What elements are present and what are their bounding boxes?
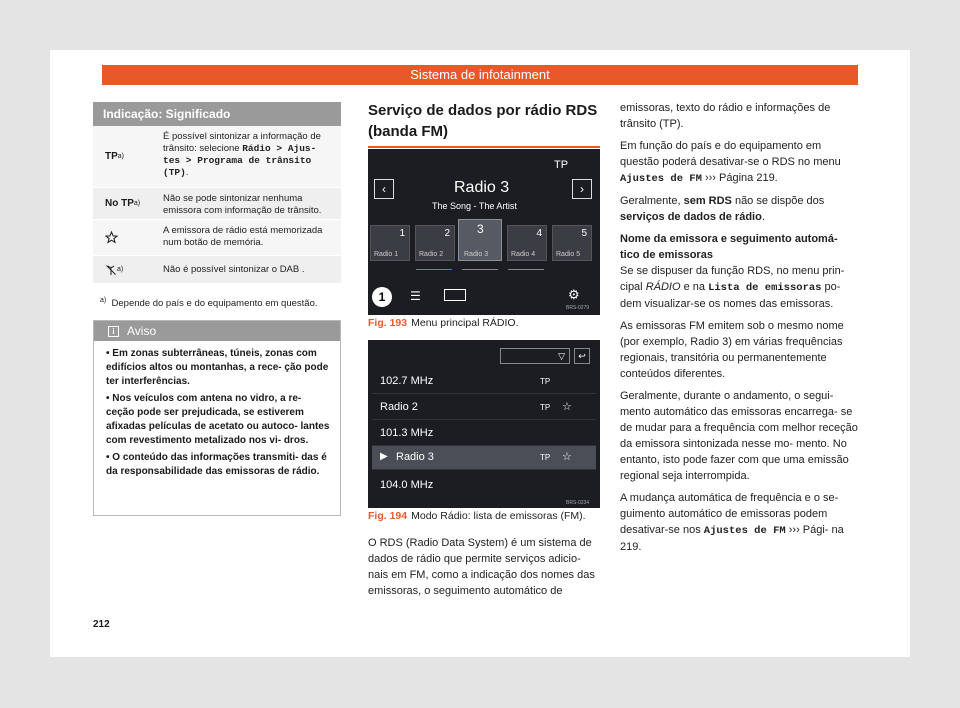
figure-code: BRS-0234 [566,500,590,506]
figure-caption: Fig. 193 Menu principal RÁDIO. [368,317,519,329]
preset-button[interactable]: 2 Radio 2 [415,225,455,261]
footnote: $^{a)}$ Depende do país e do equipamento em questão. [100,297,318,310]
filter-dropdown[interactable]: ▽ [500,348,570,364]
prev-arrow-button[interactable]: ‹ [374,179,394,199]
station-list-item[interactable]: 101.3 MHz [372,422,596,446]
preset-divider [416,269,452,270]
table-key [93,220,159,255]
table-header: Indicação: Significado [93,102,341,126]
table-value: Não é possível sintonizar o DAB . [163,264,305,275]
notice-header: i Aviso [94,321,340,341]
preset-button-active[interactable]: 3 Radio 3 [458,219,502,261]
station-list-item[interactable]: 104.0 MHz [380,479,434,491]
notice-body [94,341,340,488]
table-row [93,256,341,284]
station-list-item-selected[interactable]: ▶ Radio 3 TP ☆ [372,446,596,470]
tp-indicator: TP [554,159,569,171]
star-icon [105,231,118,244]
settings-icon[interactable]: ⚙ [568,287,580,302]
right-body-text: emissoras, texto do rádio e informações de trânsito (TP). Em função do país e do equipamento em questão poderá desativar-se o RDS no menu Ajustes de FM ››› Página 219. Geralmente, sem RDS não se dispõe dos serviços de dados de rádio. Nome da emissora e seguimento automá- tico de emissoras Se se dispuser da função RDS, no menu prin- cipal RÁDIO e na Lista de emissoras po- dem visualizar-se os nomes das emissoras. As emissoras FM emitem sob o mesmo nome (por exemplo, Radio 3) em várias frequências regionais, transitória ou permanentemente conteúdos diferentes. Geralmente, durante o andamento, o segui- mento automático das emissoras encarrega- se de mudar para a frequência com melhor receção da emissora sintonizada nesse mo- mento. No entanto, isto pode fazer com que uma emissão regional seja interrompida. A mudança automática de frequência e o se- guimento automático de emissoras podem desativar-se nos Ajustes de FM ››› Pági- na 219. [620,100,860,561]
preset-button[interactable]: 1 Radio 1 [370,225,410,261]
back-button[interactable]: ↩ [574,348,590,364]
play-icon: ▶ [380,451,388,462]
list-icon[interactable]: ☰ [410,289,421,303]
preset-divider [462,269,498,270]
table-key: No TP a) [105,198,141,209]
table-row [93,126,341,188]
table-body [93,126,341,284]
subheading: Nome da emissora e seguimento automá- tico de emissoras [620,233,838,261]
station-list-item[interactable]: 102.7 MHz TP [372,370,596,394]
no-signal-icon [105,264,117,276]
table-value: Não se pode sintonizar nenhuma emissora com informação de trânsito. [163,193,322,216]
song-info: The Song - The Artist [432,201,517,211]
notice-item: • O conteúdo das informações transmiti- das é da responsabilidade das emissoras de rádio. [106,452,327,477]
figure-code: BRS-0279 [566,305,590,311]
page-number: 212 [93,619,110,630]
manual-tune-icon[interactable] [444,289,466,301]
radio-main-screen [368,149,600,315]
notice-box [93,320,341,516]
station-list-item[interactable]: Radio 2 TP ☆ [372,396,596,420]
table-row [93,188,341,220]
figure-caption: Fig. 194 Modo Rádio: lista de emissoras (FM). [368,510,586,522]
radio-station-list-screen [368,340,600,508]
table-key: TP a) [105,151,125,162]
notice-item: • Nos veículos com antena no vidro, a re- ceção pode ser prejudicada, se estiverem afixadas películas de acetato ou autoco- lantes com revestimento metalizado nos vi- dros. [106,393,330,446]
preset-divider [508,269,544,270]
preset-button[interactable]: 5 Radio 5 [552,225,592,261]
section-title: Serviço de dados por rádio RDS (banda FM) [368,100,600,148]
notice-item: • Em zonas subterrâneas, túneis, zonas com edifícios altos ou montanhas, a rece- ção pode ter interferências. [106,348,329,387]
chapter-header: Sistema de infotainment [102,65,858,85]
info-icon: i [108,326,119,337]
station-name: Radio 3 [454,179,510,196]
table-key: a) [93,256,159,283]
mid-body-text: O RDS (Radio Data System) é um sistema de dados de rádio que permite serviços adicio- nais em FM, como a indicação dos nomes das emissoras, o seguimento automático de [368,537,595,597]
next-arrow-button[interactable]: › [572,179,592,199]
indication-table [93,102,341,284]
preset-button[interactable]: 4 Radio 4 [507,225,547,261]
table-value: É possível sintonizar a informação de trânsito: selecione Rádio > Ajus- tes > Programa de trânsito (TP). [163,131,321,178]
table-value: A emissora de rádio está memorizada num botão de memória. [163,225,323,248]
callout-marker: 1 [372,287,392,307]
table-row [93,220,341,256]
